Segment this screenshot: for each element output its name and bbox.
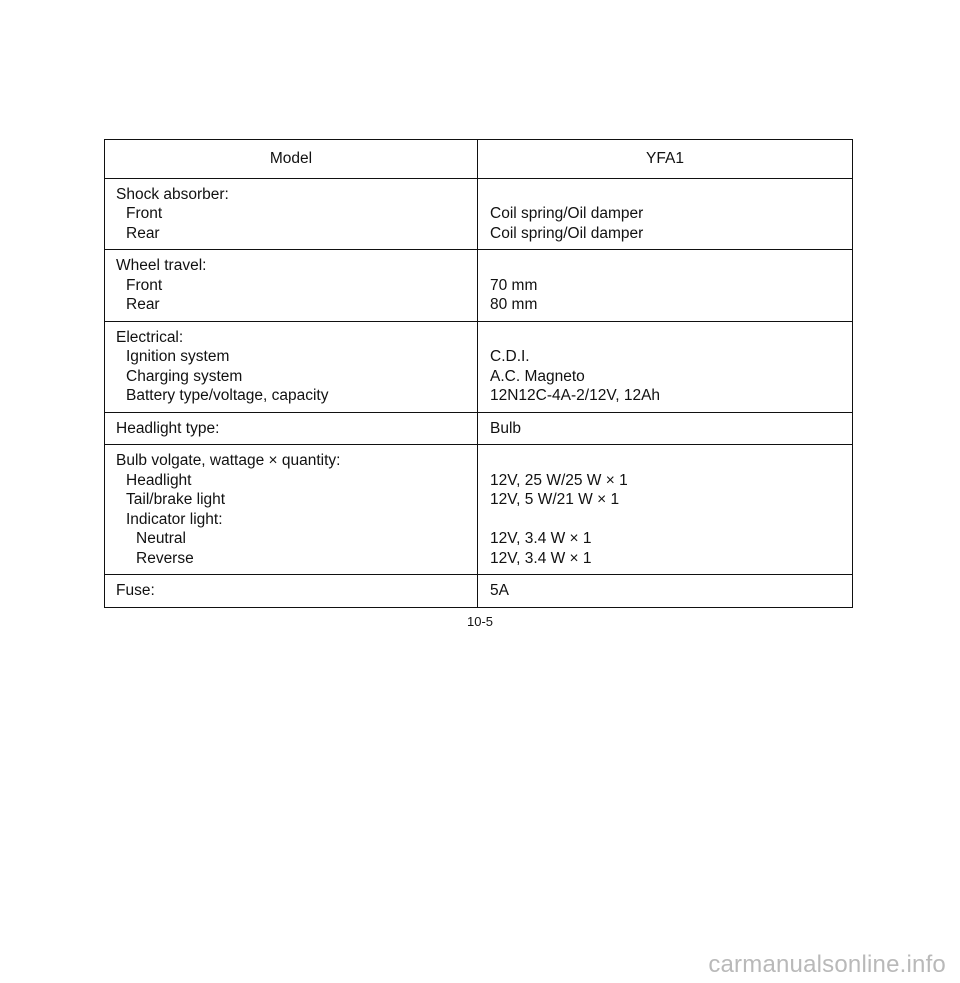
spacer: [490, 328, 852, 348]
headlight-type-value-cell: [478, 413, 852, 445]
bulb-neutral-label: Neutral: [136, 530, 186, 547]
bulb-indicator-label: Indicator light:: [126, 510, 223, 528]
headlight-type-label-cell: [105, 413, 478, 445]
bulb-neutral-value: 12V, 3.4 W × 1: [490, 530, 592, 547]
shock-value-cell: [478, 179, 852, 250]
fuse-label: Fuse:: [116, 582, 155, 599]
table-row-wheel-travel: [105, 249, 852, 321]
wheel-heading: Wheel travel:: [116, 257, 207, 274]
charging-value: A.C. Magneto: [490, 367, 585, 385]
table-row-electrical: [105, 321, 852, 412]
wheel-front-label: Front: [126, 276, 163, 294]
bulb-tail-value: 12V, 5 W/21 W × 1: [490, 491, 620, 508]
page-number: 10-5: [466, 614, 494, 629]
headlight-type-label: Headlight type:: [116, 419, 220, 437]
shock-rear-value: Coil spring/Oil damper: [490, 224, 644, 242]
wheel-rear-value: 80 mm: [490, 296, 538, 313]
bulb-label-cell: [105, 445, 478, 574]
header-cell-model: [105, 140, 478, 178]
fuse-value: 5A: [490, 582, 509, 599]
electrical-value-cell: [478, 322, 852, 412]
bulb-headlight-label: Headlight: [126, 471, 192, 489]
header-model-value: YFA1: [646, 150, 684, 167]
shock-label-cell: [105, 179, 478, 250]
wheel-rear-label: Rear: [126, 296, 160, 313]
table-row-fuse: [105, 574, 852, 607]
fuse-value-cell: [478, 575, 852, 607]
shock-front-label: Front: [126, 205, 163, 222]
header-cell-yfa1: [478, 140, 852, 178]
bulb-reverse-label: Reverse: [136, 549, 194, 567]
fuse-label-cell: [105, 575, 478, 607]
watermark: carmanualsonline.info: [708, 951, 946, 978]
shock-rear-label: Rear: [126, 224, 160, 242]
table-row-bulb: [105, 444, 852, 574]
spacer: [490, 185, 852, 205]
ignition-value: C.D.I.: [490, 348, 530, 365]
wheel-value-cell: [478, 250, 852, 321]
shock-front-value: Coil spring/Oil damper: [490, 205, 644, 222]
spacer: [490, 510, 852, 530]
bulb-headlight-value: 12V, 25 W/25 W × 1: [490, 471, 628, 489]
table-row-shock-absorber: [105, 178, 852, 250]
battery-label: Battery type/voltage, capacity: [126, 387, 329, 404]
bulb-reverse-value: 12V, 3.4 W × 1: [490, 549, 592, 567]
bulb-value-cell: [478, 445, 852, 574]
bulb-heading: Bulb volgate, wattage × quantity:: [116, 452, 341, 469]
spacer: [490, 256, 852, 276]
electrical-label-cell: [105, 322, 478, 412]
electrical-heading: Electrical:: [116, 328, 184, 346]
shock-heading: Shock absorber:: [116, 185, 229, 203]
headlight-type-value: Bulb: [490, 419, 522, 437]
wheel-label-cell: [105, 250, 478, 321]
spacer: [490, 451, 852, 471]
bulb-tail-label: Tail/brake light: [126, 491, 226, 508]
table-header-row: [105, 140, 852, 178]
ignition-label: Ignition system: [126, 348, 230, 365]
wheel-front-value: 70 mm: [490, 276, 538, 294]
charging-label: Charging system: [126, 367, 243, 385]
spec-table: [104, 139, 853, 608]
table-row-headlight-type: [105, 412, 852, 445]
header-model-label: Model: [269, 150, 313, 167]
battery-value: 12N12C-4A-2/12V, 12Ah: [490, 387, 661, 404]
